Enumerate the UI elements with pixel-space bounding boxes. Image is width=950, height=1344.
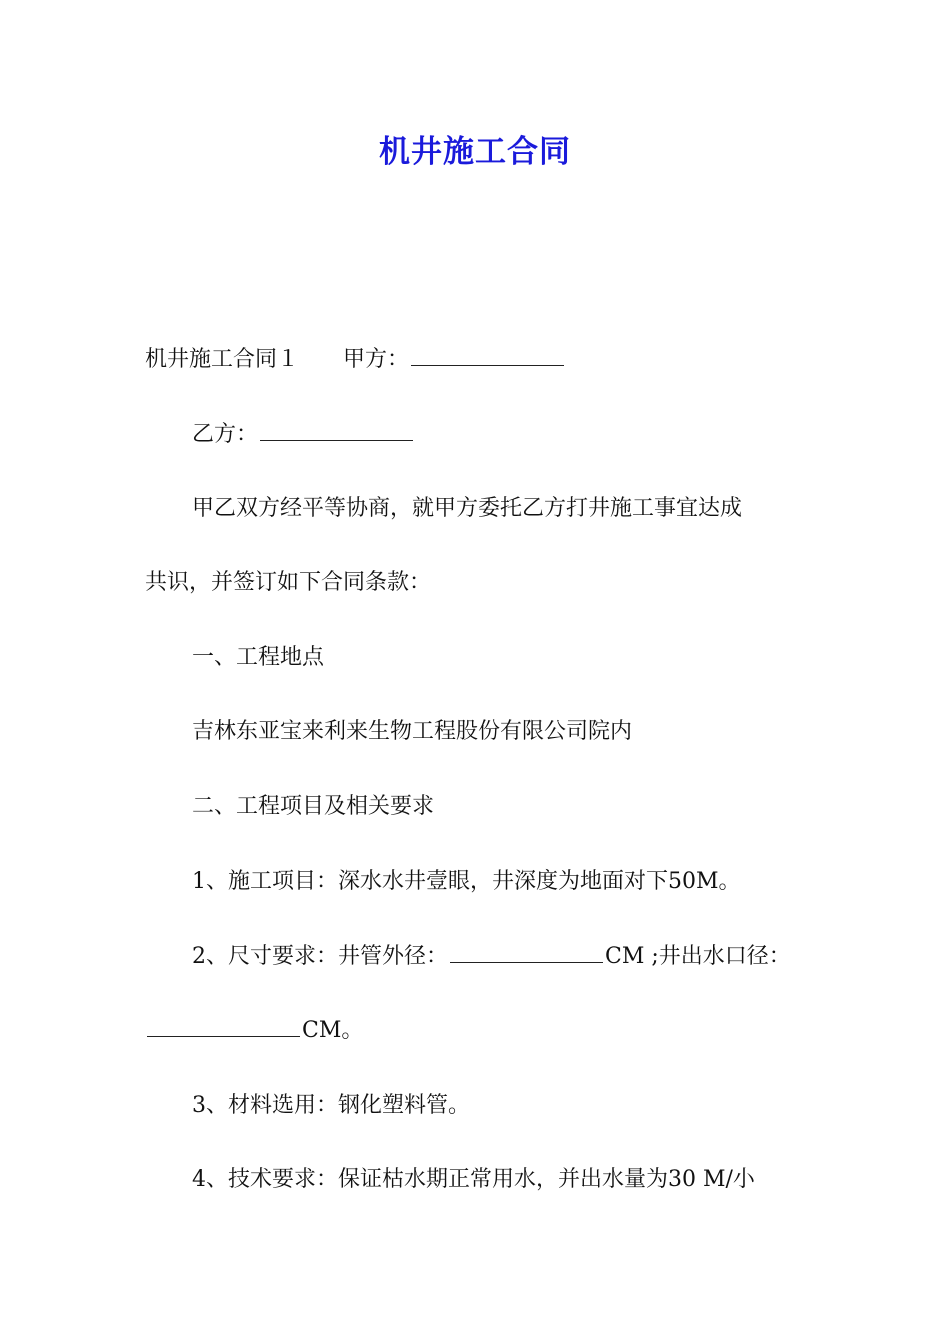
- party-a-label: 甲方：: [343, 347, 410, 372]
- section-1-heading: 一、工程地点: [192, 645, 325, 670]
- item-2-line-1: [192, 942, 872, 972]
- document-title: 机井施工合同: [379, 134, 571, 170]
- party-a-blank: [411, 347, 564, 366]
- contract-number-label: 机井施工合同１: [145, 347, 300, 372]
- item-2-label: 2、尺寸要求：井管外径：: [192, 944, 448, 969]
- item-4: 4、技术要求：保证枯水期正常用水，并出水量为30 M/小: [192, 1167, 755, 1192]
- party-b-label: 乙方：: [192, 422, 259, 447]
- party-a-line: [145, 345, 825, 375]
- item-2-end: CM。: [302, 1018, 364, 1043]
- item-2-line-2: [145, 1016, 825, 1046]
- section-2-heading: 二、工程项目及相关要求: [192, 794, 435, 819]
- section-1-text: 吉林东亚宝来利来生物工程股份有限公司院内: [192, 719, 633, 744]
- item-1: 1、施工项目：深水水井壹眼，井深度为地面对下50M。: [192, 869, 741, 894]
- intro-line-2: 共识，并签订如下合同条款：: [145, 570, 432, 595]
- party-b-blank: [260, 422, 413, 441]
- item-3: 3、材料选用：钢化塑料管。: [192, 1093, 470, 1118]
- outlet-diameter-blank: [147, 1018, 300, 1037]
- party-b-line: [192, 420, 872, 450]
- pipe-diameter-blank: [450, 944, 603, 963]
- intro-line-1: 甲乙双方经平等协商，就甲方委托乙方打井施工事宜达成: [192, 496, 743, 521]
- item-2-middle: CM ;井出水口径：: [605, 944, 791, 969]
